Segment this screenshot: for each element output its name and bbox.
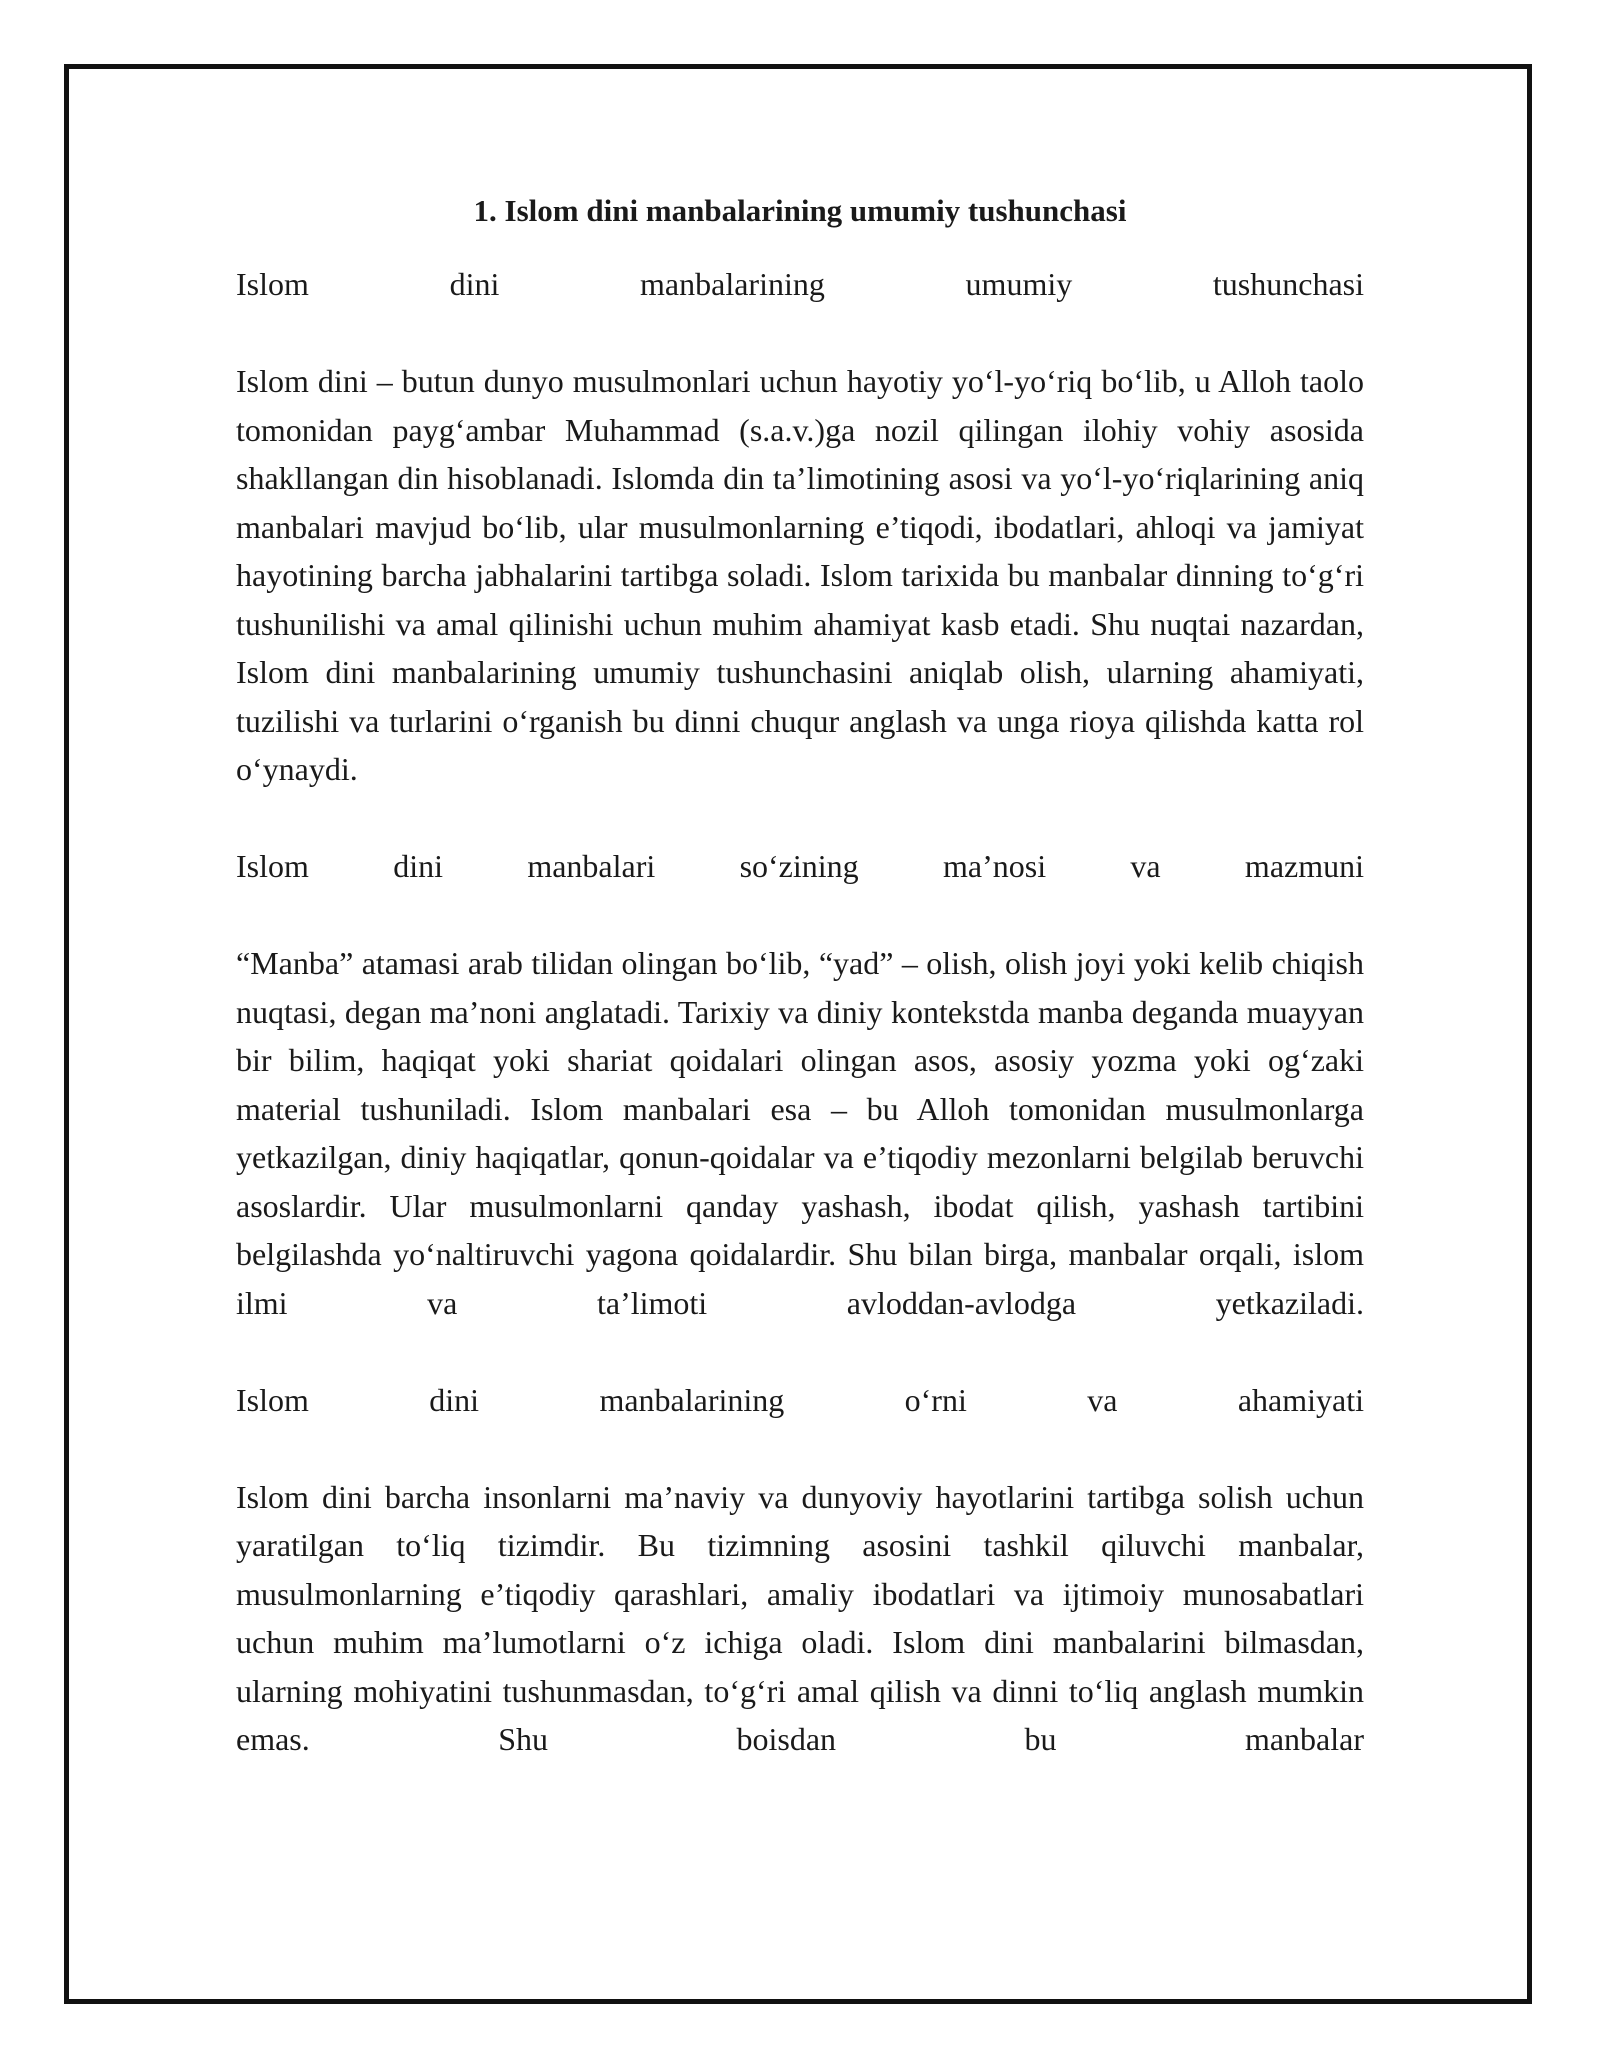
body-paragraph: “Manba” atamasi arab tilidan olingan bo‘lib, “yad” – olish, olish joyi yoki kelib chiqish nuqtasi, degan ma’noni anglatadi. Tarixiy va diniy kontekstda manba deganda muayyan bir bilim, haqiqat yoki shariat qoidalari olingan asos, asosiy yozma yoki og‘zaki material tushuniladi. Islom manbalari esa – bu Alloh tomonidan musulmonlarga yetkazilgan, diniy haqiqatlar, qonun-qoidalar va e’tiqodiy mezonlarni belgilab beruvchi asoslardir. Ular musulmonlarni qanday yashash, ibodat qilish, yashash tartibini belgilashda yo‘naltiruvchi yagona qoidalardir. Shu bilan birga, manbalar orqali, islom ilmi va ta’limoti avloddan-avlodga yetkaziladi. [236, 945, 1364, 1321]
paragraph-gap [236, 1327, 1364, 1376]
paragraph-gap [236, 891, 1364, 940]
section-heading: Islom dini manbalarining o‘rni va ahamiyati [236, 1381, 1364, 1418]
paragraph-gap [236, 794, 1364, 843]
body-paragraph: Islom dini – butun dunyo musulmonlari uchun hayotiy yo‘l-yo‘riq bo‘lib, u Alloh taolo tomonidan payg‘ambar Muhammad (s.a.v.)ga nozil qilingan ilohiy vohiy asosida shakllangan din hisoblanadi. Islomda din ta’limotining asosi va yo‘l-yo‘riqlarining aniq manbalari mavjud bo‘lib, ular musulmonlarning e’tiqodi, ibodatlari, ahloqi va jamiyat hayotining barcha jabhalarini tartibga soladi. Islom tarixida bu manbalar dinning to‘g‘ri tushunilishi va amal qilinishi uchun muhim ahamiyat kasb etadi. Shu nuqtai nazardan, Islom dini manbalarining umumiy tushunchasini aniqlab olish, ularning ahamiyati, tuzilishi va turlarini o‘rganish bu dinni chuqur anglash va unga rioya qilishda katta rol o‘ynaydi. [236, 363, 1364, 787]
paragraph-gap [236, 309, 1364, 358]
document-content [236, 190, 1364, 1764]
document-title: 1. Islom dini manbalarining umumiy tushunchasi [473, 193, 1127, 228]
body-paragraph: Islom dini barcha insonlarni ma’naviy va dunyoviy hayotlarini tartibga solish uchun yaratilgan to‘liq tizimdir. Bu tizimning asosini tashkil qiluvchi manbalar, musulmonlarning e’tiqodiy qarashlari, amaliy ibodatlari va ijtimoiy munosabatlari uchun muhim ma’lumotlarni o‘z ichiga oladi. Islom dini manbalarini bilmasdan, ularning mohiyatini tushunmasdan, to‘g‘ri amal qilish va dinni to‘liq anglash mumkin emas. Shu boisdan bu manbalar [236, 1478, 1364, 1757]
section-heading: Islom dini manbalarining umumiy tushunchasi [236, 266, 1364, 302]
paragraph-gap [236, 1424, 1364, 1473]
section-heading: Islom dini manbalari so‘zining ma’nosi va mazmuni [236, 848, 1364, 884]
